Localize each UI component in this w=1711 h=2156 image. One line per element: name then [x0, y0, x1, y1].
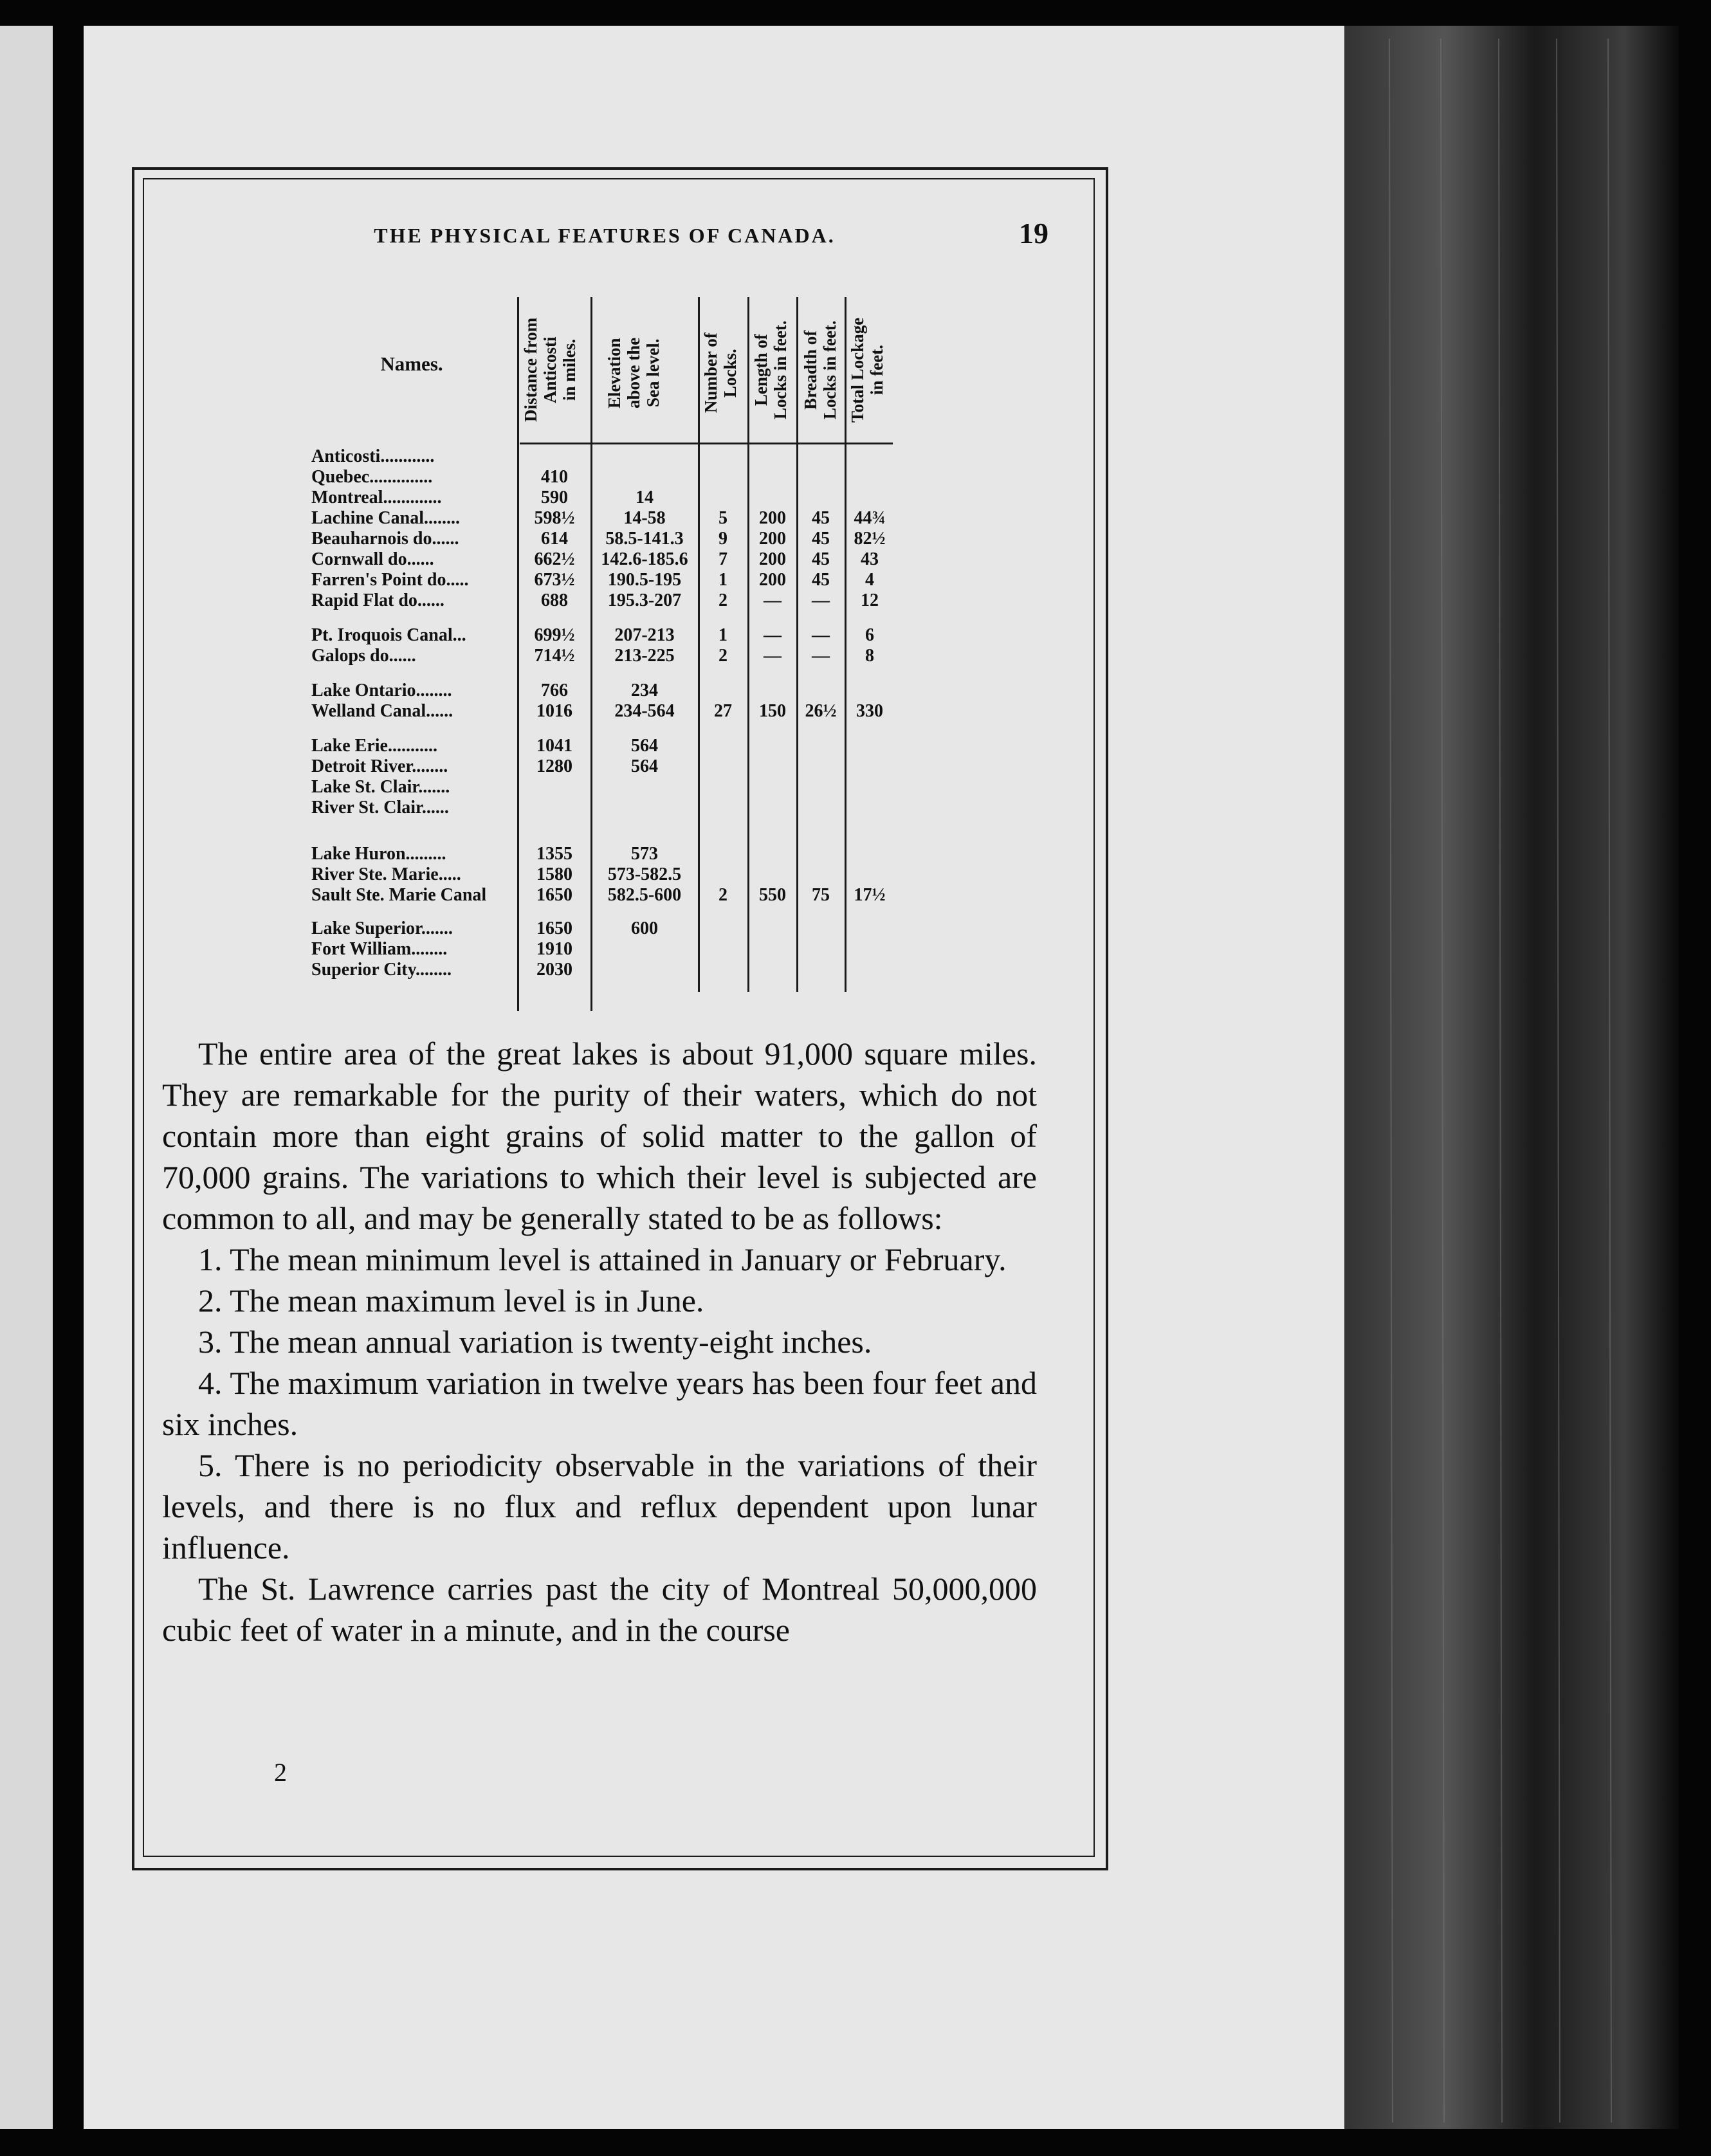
total-lockage-cell — [846, 681, 893, 701]
elevation-cell: 213-225 — [614, 646, 675, 666]
elevation-cell — [592, 446, 697, 467]
locks-count-cell: 1 — [718, 625, 727, 645]
body-paragraph: The St. Lawrence carries past the city of Montreal 50,000,000 cubic feet of water in a minute, and in the course — [162, 1571, 1037, 1648]
locks-length-cell — [749, 467, 796, 488]
locks-count-cell — [700, 681, 746, 701]
place-name-cell: River Ste. Marie..... — [311, 864, 461, 884]
elevation-cell: 234 — [631, 681, 658, 700]
locks-length-cell — [749, 960, 796, 980]
locks-length-cell — [749, 798, 796, 818]
elevation-cell: 207-213 — [614, 625, 675, 645]
table-header-rule — [520, 443, 893, 444]
place-name-cell: River St. Clair...... — [311, 798, 449, 818]
body-text — [162, 1033, 1037, 1650]
locks-count-cell: 2 — [718, 885, 727, 905]
locks-breadth-cell: 45 — [812, 549, 830, 569]
elevation-cell — [592, 467, 697, 488]
place-name-cell: Lake Superior....... — [311, 918, 453, 938]
elevation-cell: 564 — [631, 756, 658, 776]
locks-count-cell — [700, 798, 746, 818]
elevation-cell — [592, 777, 697, 798]
locks-count-cell — [700, 960, 746, 980]
locks-count-cell — [700, 939, 746, 960]
locks-breadth-cell: 45 — [812, 508, 830, 528]
locks-breadth-cell: 45 — [812, 570, 830, 590]
place-name-cell: Anticosti............ — [311, 446, 435, 466]
total-lockage-cell: 8 — [865, 646, 874, 666]
locks-length-cell: 200 — [759, 549, 786, 569]
locks-count-cell: 1 — [718, 570, 727, 590]
place-name-cell: Farren's Point do..... — [311, 570, 469, 590]
locks-length-cell: 200 — [759, 570, 786, 590]
distance-cell: 614 — [541, 529, 568, 549]
locks-count-cell: 5 — [718, 508, 727, 528]
distance-cell: 714½ — [534, 646, 575, 666]
distance-cell: 766 — [541, 681, 568, 700]
locks-count-cell — [700, 736, 746, 756]
distance-cell: 590 — [541, 488, 568, 507]
locks-breadth-cell: — — [812, 646, 830, 666]
elevation-cell: 190.5-195 — [607, 570, 682, 590]
elevation-cell: 573 — [631, 844, 658, 864]
locks-count-cell — [700, 488, 746, 508]
place-name-cell: Montreal............. — [311, 488, 442, 507]
elevation-cell — [592, 960, 697, 980]
locks-length-cell — [749, 681, 796, 701]
locks-length-cell: 150 — [759, 701, 786, 721]
locks-length-cell: 200 — [759, 508, 786, 528]
body-list-item: 5. There is no periodicity observable in the variations of their levels, and there is no flux and reflux dependent upon lunar influence. — [162, 1447, 1037, 1566]
place-name-cell: Pt. Iroquois Canal... — [311, 625, 466, 645]
place-name-cell: Cornwall do...... — [311, 549, 434, 569]
distance-cell: 673½ — [534, 570, 575, 590]
distance-cell: 662½ — [534, 549, 575, 569]
total-lockage-column-header: Total Lockage in feet. — [848, 317, 886, 423]
locks-count-column-header: Number of Locks. — [701, 333, 740, 414]
place-name-cell: Fort William........ — [311, 939, 448, 959]
locks-breadth-cell: 26½ — [805, 701, 837, 721]
signature-mark: 2 — [274, 1758, 287, 1787]
distance-cell: 1650 — [536, 885, 572, 905]
locks-breadth-cell — [798, 960, 843, 980]
place-name-cell: Quebec.............. — [311, 467, 433, 487]
locks-breadth-cell — [798, 681, 843, 701]
locks-count-cell — [700, 777, 746, 798]
elevation-cell: 582.5-600 — [607, 885, 682, 905]
distance-cell: 1355 — [536, 844, 572, 864]
running-head: THE PHYSICAL FEATURES OF CANADA. — [374, 224, 836, 247]
total-lockage-cell: 43 — [861, 549, 879, 569]
total-lockage-cell — [846, 798, 893, 818]
locks-breadth-cell — [798, 918, 843, 939]
locks-length-cell — [749, 844, 796, 864]
locks-count-cell: 2 — [718, 590, 727, 610]
distance-cell: 1280 — [536, 756, 572, 776]
elevation-cell: 14 — [636, 488, 654, 507]
locks-length-cell — [749, 864, 796, 885]
total-lockage-cell — [846, 777, 893, 798]
page-number: 19 — [1019, 217, 1048, 250]
locks-breadth-cell: — — [812, 590, 830, 610]
locks-length-cell: 200 — [759, 529, 786, 549]
total-lockage-cell — [846, 467, 893, 488]
locks-count-cell — [700, 918, 746, 939]
locks-count-cell — [700, 756, 746, 777]
locks-count-cell: 27 — [714, 701, 732, 721]
body-list-item: 1. The mean minimum level is attained in January or February. — [198, 1241, 1007, 1277]
elevation-cell: 142.6-185.6 — [601, 549, 688, 569]
place-name-cell: Lake St. Clair....... — [311, 777, 450, 797]
locks-breadth-cell: 75 — [812, 885, 830, 905]
locks-breadth-cell — [798, 736, 843, 756]
place-name-cell: Superior City........ — [311, 960, 452, 980]
locks-count-cell: 7 — [718, 549, 727, 569]
elevation-cell: 564 — [631, 736, 658, 756]
distance-cell — [520, 446, 589, 467]
distance-cell: 1041 — [536, 736, 572, 756]
locks-length-cell — [749, 939, 796, 960]
total-lockage-cell — [846, 736, 893, 756]
previous-page-edge — [0, 26, 53, 2129]
elevation-cell: 14-58 — [623, 508, 666, 528]
total-lockage-cell: 17½ — [854, 885, 886, 905]
elevation-column-header: Elevation above the Sea level. — [605, 337, 663, 409]
total-lockage-cell: 330 — [856, 701, 883, 721]
distance-cell: 1650 — [536, 918, 572, 938]
locks-breadth-cell — [798, 864, 843, 885]
distance-column-header: Distance from Anticosti in miles. — [521, 317, 579, 423]
place-name-cell: Galops do...... — [311, 646, 416, 666]
locks-length-cell: — — [764, 646, 782, 666]
elevation-cell: 600 — [631, 918, 658, 938]
locks-length-cell — [749, 918, 796, 939]
total-lockage-cell: 44¾ — [854, 508, 886, 528]
locks-count-cell — [700, 864, 746, 885]
distance-cell: 2030 — [536, 960, 572, 980]
locks-count-cell — [700, 467, 746, 488]
locks-breadth-cell: — — [812, 625, 830, 645]
place-name-cell: Sault Ste. Marie Canal — [311, 885, 487, 905]
place-name-cell: Lake Ontario........ — [311, 681, 452, 700]
locks-count-cell: 9 — [718, 529, 727, 549]
elevation-cell: 234-564 — [614, 701, 675, 721]
distance-cell: 410 — [541, 467, 568, 487]
place-name-cell: Lachine Canal........ — [311, 508, 461, 528]
place-name-cell: Detroit River........ — [311, 756, 448, 776]
place-name-cell: Lake Huron......... — [311, 844, 446, 864]
total-lockage-cell — [846, 446, 893, 467]
body-list-item: 3. The mean annual variation is twenty-eight inches. — [198, 1324, 872, 1360]
place-name-cell: Welland Canal...... — [311, 701, 453, 721]
total-lockage-cell — [846, 939, 893, 960]
place-name-cell: Beauharnois do...... — [311, 529, 459, 549]
locks-length-cell — [749, 777, 796, 798]
locks-breadth-cell — [798, 798, 843, 818]
locks-count-cell: 2 — [718, 646, 727, 666]
locks-breadth-cell — [798, 777, 843, 798]
locks-breadth-cell — [798, 756, 843, 777]
distance-cell: 1016 — [536, 701, 572, 721]
elevation-cell: 195.3-207 — [607, 590, 682, 610]
total-lockage-cell — [846, 960, 893, 980]
locks-length-cell: 550 — [759, 885, 786, 905]
total-lockage-cell — [846, 488, 893, 508]
distance-cell: 598½ — [534, 508, 575, 528]
locks-length-cell — [749, 756, 796, 777]
total-lockage-cell: 4 — [865, 570, 874, 590]
distance-cell: 699½ — [534, 625, 575, 645]
body-paragraph: The entire area of the great lakes is about 91,000 square miles. They are remarkable for the purity of their waters, which do not contain more than eight grains of solid matter to the gallon of 70,000 grains. The variations to which their level is subjected are common to all, and may be generally stated to be as follows: — [162, 1036, 1037, 1236]
elevation-cell: 58.5-141.3 — [605, 529, 684, 549]
locks-breadth-column-header: Breadth of Locks in feet. — [801, 320, 839, 419]
elevation-cell — [592, 939, 697, 960]
locks-length-cell — [749, 446, 796, 467]
locks-breadth-cell — [798, 488, 843, 508]
locks-breadth-cell — [798, 446, 843, 467]
locks-length-cell: — — [764, 625, 782, 645]
locks-length-column-header: Length of Locks in feet. — [751, 320, 790, 419]
total-lockage-cell — [846, 918, 893, 939]
distance-cell: 1910 — [536, 939, 572, 959]
locks-length-cell — [749, 488, 796, 508]
place-name-cell: Rapid Flat do...... — [311, 590, 444, 610]
distance-cell — [520, 798, 589, 818]
distance-cell: 688 — [541, 590, 568, 610]
body-list-item: 4. The maximum variation in twelve years has been four feet and six inches. — [162, 1365, 1037, 1442]
total-lockage-cell: 6 — [865, 625, 874, 645]
distance-cell: 1580 — [536, 864, 572, 884]
locks-count-cell — [700, 844, 746, 864]
total-lockage-cell — [846, 864, 893, 885]
locks-length-cell: — — [764, 590, 782, 610]
place-name-cell: Lake Erie........... — [311, 736, 437, 756]
names-column-header: Names. — [380, 352, 443, 375]
locks-length-cell — [749, 736, 796, 756]
elevation-cell — [592, 798, 697, 818]
elevation-cell: 573-582.5 — [607, 864, 682, 884]
total-lockage-cell — [846, 756, 893, 777]
body-list-item: 2. The mean maximum level is in June. — [198, 1283, 704, 1319]
locks-breadth-cell — [798, 467, 843, 488]
total-lockage-cell: 82½ — [854, 529, 886, 549]
locks-breadth-cell — [798, 844, 843, 864]
locks-count-cell — [700, 446, 746, 467]
locks-breadth-cell — [798, 939, 843, 960]
table-column-rule — [517, 297, 519, 1011]
total-lockage-cell — [846, 844, 893, 864]
locks-breadth-cell: 45 — [812, 529, 830, 549]
distance-cell — [520, 777, 589, 798]
total-lockage-cell: 12 — [861, 590, 879, 610]
